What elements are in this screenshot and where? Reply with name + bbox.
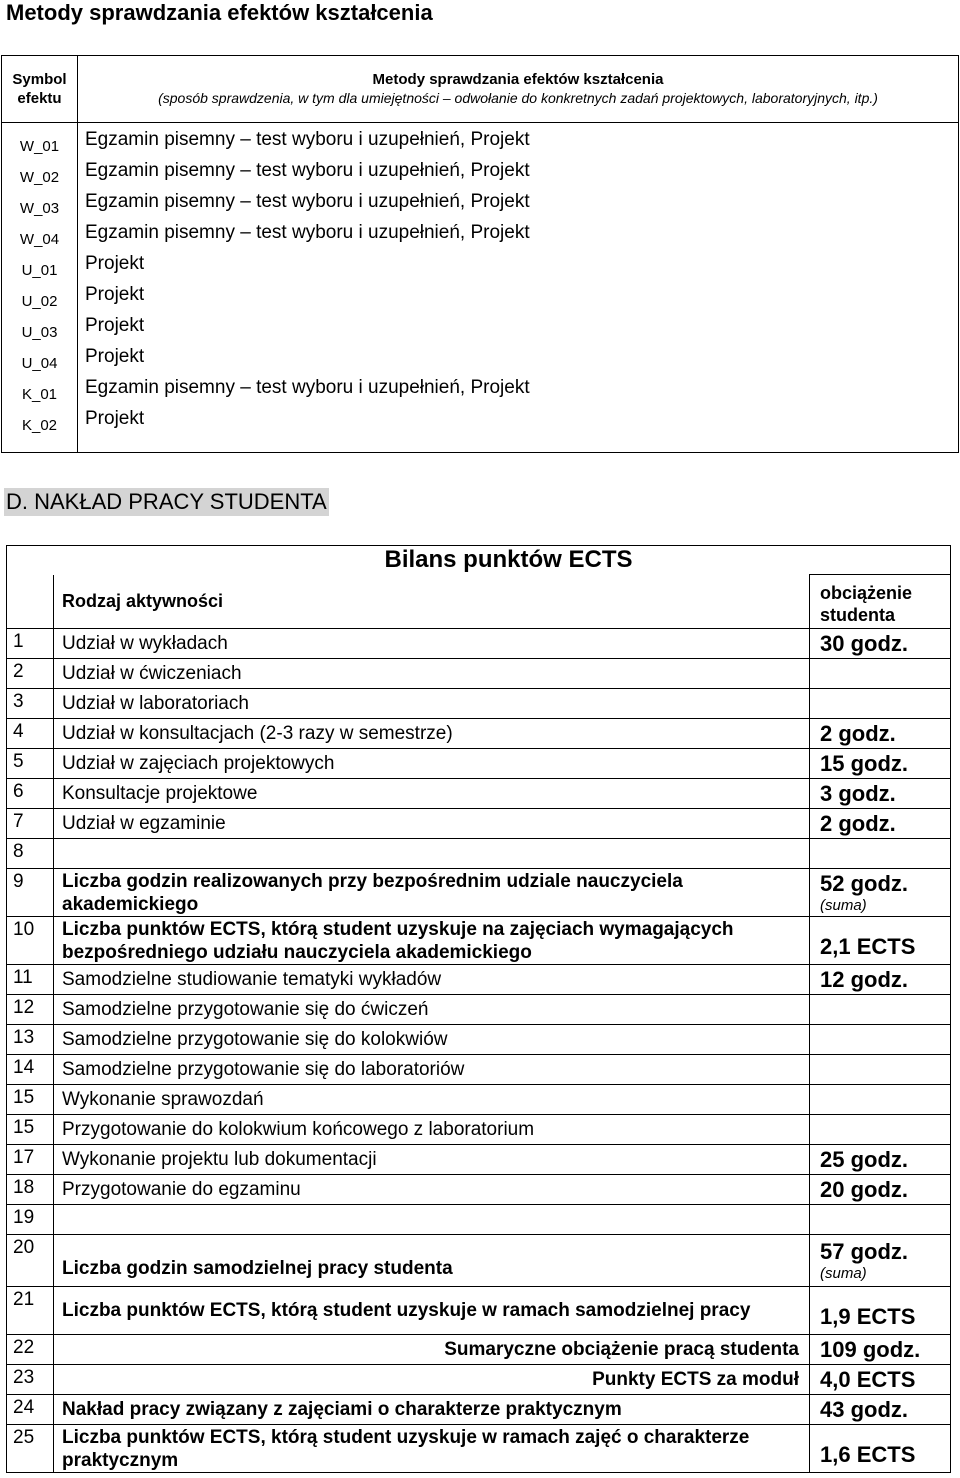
row-number: 24 [7, 1395, 54, 1425]
row-value [810, 659, 951, 689]
row-number: 9 [7, 869, 54, 917]
row-activity: Samodzielne studiowanie tematyki wykładów [54, 965, 810, 995]
ects-row [7, 995, 951, 1025]
row-number: 18 [7, 1175, 54, 1205]
code: U_01 [21, 262, 58, 279]
row-value-text: 25 godz. [820, 1146, 909, 1172]
row-value [810, 719, 951, 749]
header-symbol: Symbol efektu [2, 56, 78, 123]
row-value [810, 1175, 951, 1205]
row-value-text: 2 godz. [820, 720, 896, 746]
ects-row [7, 1235, 951, 1287]
ects-row [7, 965, 951, 995]
method: Egzamin pisemny – test wyboru i uzupełnień, Projekt [85, 191, 530, 212]
ects-table [6, 545, 951, 1473]
row-value [810, 1145, 951, 1175]
ects-row [7, 689, 951, 719]
section-d-title: D. NAKŁAD PRACY STUDENTA [6, 489, 327, 514]
code: K_02 [21, 417, 58, 434]
row-activity: Wykonanie projektu lub dokumentacji [54, 1145, 810, 1175]
row-value-text: 3 godz. [820, 780, 896, 806]
row-value [810, 1055, 951, 1085]
row-value [810, 1365, 951, 1395]
method: Projekt [85, 284, 145, 305]
row-number: 10 [7, 917, 54, 965]
col-activity: Rodzaj aktywności [54, 575, 810, 629]
ects-row [7, 839, 951, 869]
ects-row [7, 659, 951, 689]
row-value [810, 1235, 951, 1287]
row-value-text: 43 godz. [820, 1396, 909, 1422]
ects-row [7, 749, 951, 779]
row-value [810, 1395, 951, 1425]
row-value-text: 52 godz. [820, 871, 909, 896]
row-value-text: 2,1 ECTS [820, 934, 916, 959]
code: W_01 [19, 138, 60, 155]
row-activity [54, 839, 810, 869]
row-value [810, 809, 951, 839]
row-activity: Udział w wykładach [54, 629, 810, 659]
row-activity: Udział w egzaminie [54, 809, 810, 839]
codes-cell [2, 123, 78, 453]
row-value [810, 839, 951, 869]
ects-row [7, 779, 951, 809]
row-activity: Udział w konsultacjach (2-3 razy w semestrze) [54, 719, 810, 749]
code: U_03 [21, 324, 58, 341]
row-activity: Udział w laboratoriach [54, 689, 810, 719]
row-value [810, 779, 951, 809]
ects-row [7, 1425, 951, 1473]
row-number: 8 [7, 839, 54, 869]
col-load: obciążenie studenta [810, 575, 951, 629]
row-value [810, 689, 951, 719]
code: U_02 [21, 293, 58, 310]
code: K_01 [21, 386, 58, 403]
ects-row [7, 719, 951, 749]
row-number: 3 [7, 689, 54, 719]
ects-row [7, 629, 951, 659]
row-number: 7 [7, 809, 54, 839]
ects-row [7, 809, 951, 839]
ects-row [7, 1287, 951, 1335]
row-value-text: 109 godz. [820, 1336, 921, 1362]
ects-row [7, 1365, 951, 1395]
method: Projekt [85, 408, 145, 429]
row-value-text: 4,0 ECTS [820, 1366, 916, 1392]
row-activity: Samodzielne przygotowanie się do laboratoriów [54, 1055, 810, 1085]
row-value [810, 965, 951, 995]
row-value-text: 2 godz. [820, 810, 896, 836]
page-title: Metody sprawdzania efektów kształcenia [6, 0, 433, 25]
row-activity: Udział w ćwiczeniach [54, 659, 810, 689]
method: Projekt [85, 315, 145, 336]
row-activity: Liczba punktów ECTS, którą student uzyskuje w ramach zajęć o charakterze praktycznym [54, 1425, 810, 1473]
method: Egzamin pisemny – test wyboru i uzupełnień, Projekt [85, 377, 530, 398]
row-number: 19 [7, 1205, 54, 1235]
row-value-text: 15 godz. [820, 750, 909, 776]
row-number: 17 [7, 1145, 54, 1175]
method: Projekt [85, 346, 145, 367]
ects-row [7, 1145, 951, 1175]
header-methods-sub: (sposób sprawdzenia, w tym dla umiejętności – odwołanie do konkretnych zadań projektowych, laboratoryjnych, itp.) [158, 90, 878, 106]
row-activity: Samodzielne przygotowanie się do ćwiczeń [54, 995, 810, 1025]
row-activity: Wykonanie sprawozdań [54, 1085, 810, 1115]
row-activity: Samodzielne przygotowanie się do kolokwiów [54, 1025, 810, 1055]
row-value [810, 917, 951, 965]
row-activity: Udział w zajęciach projektowych [54, 749, 810, 779]
code: W_03 [19, 200, 60, 217]
row-value [810, 749, 951, 779]
ects-row [7, 1025, 951, 1055]
row-number: 2 [7, 659, 54, 689]
row-value-text: 57 godz. [820, 1239, 909, 1264]
row-number: 22 [7, 1335, 54, 1365]
row-activity: Liczba punktów ECTS, którą student uzyskuje w ramach samodzielnej pracy [54, 1287, 810, 1335]
row-activity: Liczba punktów ECTS, którą student uzyskuje na zajęciach wymagających bezpośredniego udziału nauczyciela akademickiego [54, 917, 810, 965]
ects-row [7, 1205, 951, 1235]
header-methods-title: Metody sprawdzania efektów kształcenia [372, 71, 664, 88]
row-activity: Przygotowanie do kolokwium końcowego z laboratorium [54, 1115, 810, 1145]
ects-row [7, 1055, 951, 1085]
method: Egzamin pisemny – test wyboru i uzupełnień, Projekt [85, 160, 530, 181]
row-value [810, 995, 951, 1025]
row-value-text: 20 godz. [820, 1176, 909, 1202]
row-value [810, 1287, 951, 1335]
row-activity: Sumaryczne obciążenie pracą studenta [54, 1335, 810, 1365]
row-number: 4 [7, 719, 54, 749]
row-number: 1 [7, 629, 54, 659]
row-activity: Liczba godzin realizowanych przy bezpośrednim udziale nauczyciela akademickiego [54, 869, 810, 917]
row-number: 13 [7, 1025, 54, 1055]
row-number: 14 [7, 1055, 54, 1085]
row-value [810, 1025, 951, 1055]
row-value-text: 30 godz. [820, 630, 909, 656]
ects-title: Bilans punktów ECTS [7, 546, 951, 575]
row-value [810, 869, 951, 917]
suma-label: (suma) [820, 897, 867, 914]
row-value [810, 1335, 951, 1365]
row-value-text: 1,6 ECTS [820, 1442, 916, 1467]
row-value-text: 12 godz. [820, 966, 909, 992]
ects-row [7, 1115, 951, 1145]
row-number: 23 [7, 1365, 54, 1395]
ects-row [7, 1175, 951, 1205]
row-number: 15 [7, 1115, 54, 1145]
row-value [810, 1205, 951, 1235]
method: Projekt [85, 253, 145, 274]
row-value [810, 1115, 951, 1145]
row-activity: Punkty ECTS za moduł [54, 1365, 810, 1395]
ects-row [7, 1085, 951, 1115]
code: W_04 [19, 231, 60, 248]
row-value [810, 1085, 951, 1115]
row-number: 20 [7, 1235, 54, 1287]
row-activity [54, 1205, 810, 1235]
row-number: 21 [7, 1287, 54, 1335]
row-activity: Konsultacje projektowe [54, 779, 810, 809]
row-value [810, 1425, 951, 1473]
row-number: 15 [7, 1085, 54, 1115]
suma-label: (suma) [820, 1265, 867, 1282]
row-number: 11 [7, 965, 54, 995]
row-activity: Nakład pracy związany z zajęciami o charakterze praktycznym [54, 1395, 810, 1425]
row-number: 6 [7, 779, 54, 809]
row-number: 12 [7, 995, 54, 1025]
row-activity: Przygotowanie do egzaminu [54, 1175, 810, 1205]
ects-row [7, 917, 951, 965]
row-activity: Liczba godzin samodzielnej pracy studenta [54, 1235, 810, 1287]
method: Egzamin pisemny – test wyboru i uzupełnień, Projekt [85, 222, 530, 243]
row-number: 25 [7, 1425, 54, 1473]
methods-cell [78, 123, 959, 453]
row-value-text: 1,9 ECTS [820, 1304, 916, 1329]
row-value [810, 629, 951, 659]
row-number: 5 [7, 749, 54, 779]
code: U_04 [21, 355, 58, 372]
ects-row [7, 1395, 951, 1425]
ects-row [7, 1335, 951, 1365]
header-methods [78, 56, 959, 123]
code: W_02 [19, 169, 60, 186]
methods-table [1, 55, 959, 453]
method: Egzamin pisemny – test wyboru i uzupełnień, Projekt [85, 129, 530, 150]
ects-row [7, 869, 951, 917]
